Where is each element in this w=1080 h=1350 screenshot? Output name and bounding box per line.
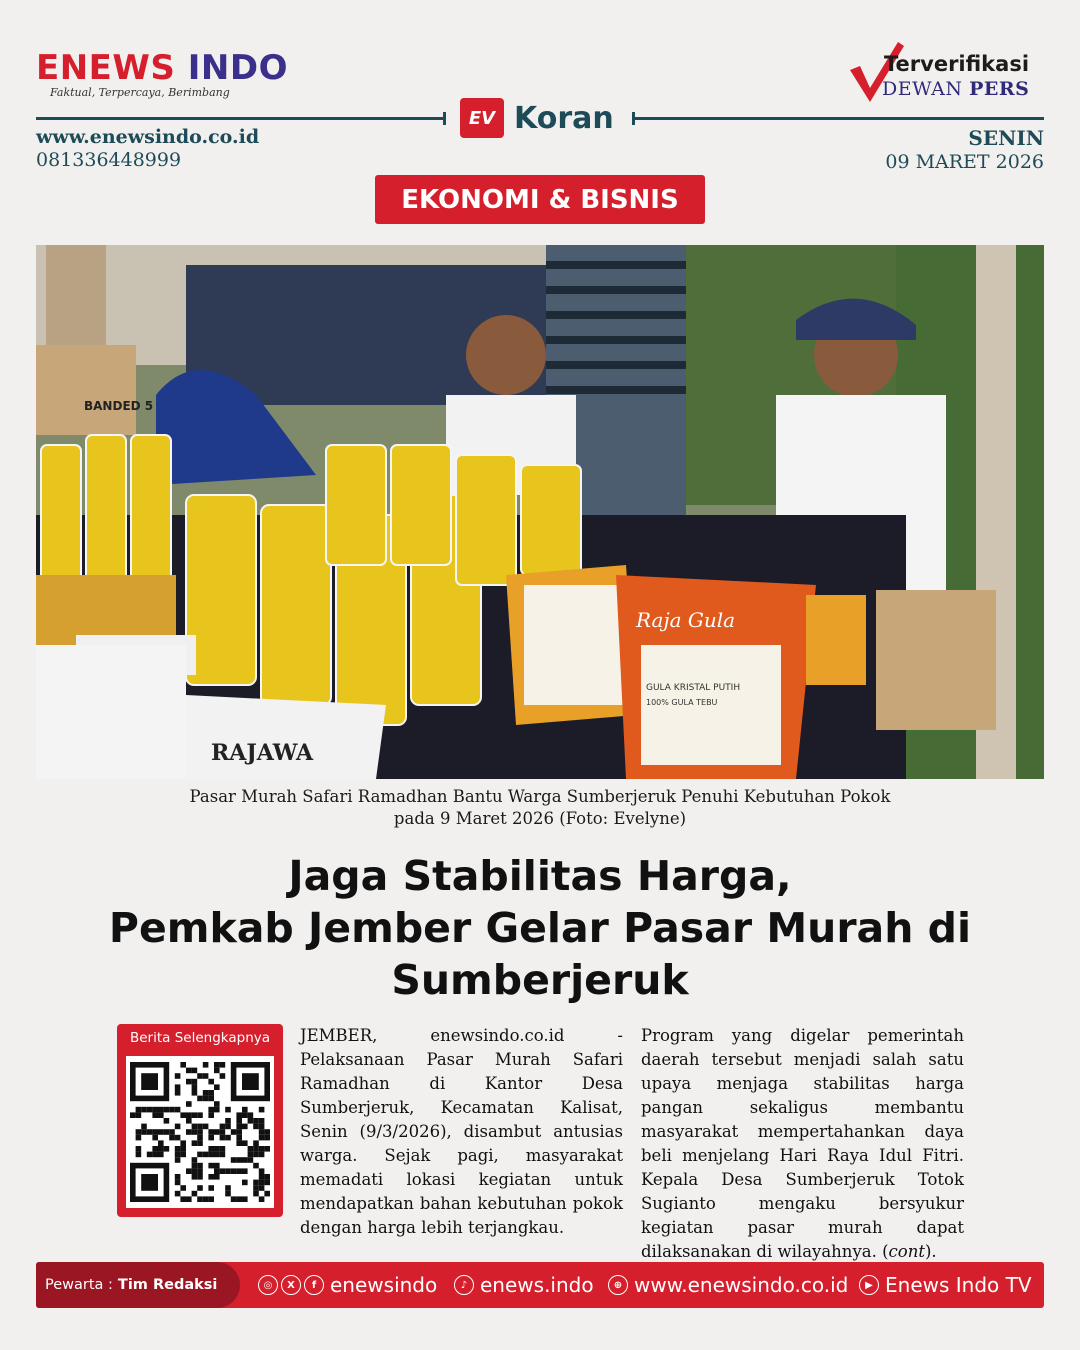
website-group[interactable] (608, 1262, 848, 1308)
tiktok-handle[interactable]: enews.indo (480, 1273, 594, 1297)
verified-dewan: DEWAN (882, 78, 963, 100)
reporter-name: Tim Redaksi (117, 1277, 218, 1293)
x-icon[interactable]: X (281, 1275, 301, 1295)
facebook-icon[interactable]: f (304, 1275, 324, 1295)
verified-pers: PERS (969, 78, 1030, 100)
contact-website[interactable]: www.enewsindo.co.id (36, 126, 260, 148)
news-photo-illustration (36, 245, 1044, 779)
koran-label: Koran (514, 100, 614, 136)
photo-sign-text: RAJAWA (211, 740, 314, 766)
date-day: SENIN (968, 126, 1044, 150)
tiktok-group[interactable] (454, 1262, 594, 1308)
tiktok-icon[interactable]: ♪ (454, 1275, 474, 1295)
headline (40, 850, 1040, 1006)
photo-box-text: BANDED 5 (84, 399, 154, 413)
brand-name-part2: INDO (187, 48, 288, 88)
photo-caption (100, 786, 980, 830)
photo-bag-label: GULA KRISTAL PUTIH (646, 683, 741, 693)
brand-logo (36, 48, 288, 88)
headline-line3: Sumberjeruk (391, 956, 689, 1004)
person-seated-face (466, 315, 546, 395)
headline-line1: Jaga Stabilitas Harga, (288, 852, 792, 900)
instagram-icon[interactable]: ◎ (258, 1275, 278, 1295)
koran-logo (460, 96, 614, 140)
verified-line2 (882, 78, 1029, 100)
article-column-2 (641, 1024, 964, 1264)
contact-block (36, 126, 259, 171)
date-full: 09 MARET 2026 (885, 151, 1044, 173)
qr-code-pattern (126, 1056, 274, 1208)
article-column-1: JEMBER, enewsindo.co.id - Pelaksanaan Pasar Murah Safari Ramadhan di Kantor Desa Sumberjeruk, Kecamatan Kalisat, Senin (9/3/2026), disambut antusias warga. Sejak pagi, masyarakat memadati lokasi kegiatan untuk mendapatkan bahan kebutuhan pokok dengan harga lebih terjangkau. (300, 1026, 623, 1237)
brand-block (36, 48, 288, 99)
social-handle[interactable]: enewsindo (330, 1273, 438, 1297)
footer-website[interactable]: www.enewsindo.co.id (634, 1273, 849, 1297)
news-photo (36, 245, 1044, 779)
youtube-icon[interactable]: ▶ (859, 1275, 879, 1295)
article-col2-text: Program yang digelar pemerintah daerah tersebut menjadi salah satu upaya menjaga stabilitas harga pangan sekaligus membantu masyarakat mempertahankan daya beli menjelang Hari Raya Idul Fitri. Kepala Desa Sumberjeruk Totok Sugianto mengaku bersyukur kegiatan pasar murah dapat dilaksanakan di wilayahnya. ( (641, 1026, 964, 1261)
qr-box[interactable] (117, 1024, 283, 1217)
reporter-label: Pewarta : (45, 1277, 113, 1293)
photo-bag-brand: Raja Gula (636, 608, 736, 632)
social-group[interactable] (258, 1262, 437, 1308)
verified-line1: Terverifikasi (884, 52, 1030, 76)
caption-line1: Pasar Murah Safari Ramadhan Bantu Warga Sumberjeruk Penuhi Kebutuhan Pokok (189, 787, 891, 806)
qr-code[interactable] (126, 1056, 274, 1208)
youtube-channel[interactable]: Enews Indo TV (885, 1273, 1032, 1297)
brand-name-part1: ENEWS (36, 48, 176, 88)
article-cont: cont (888, 1242, 925, 1261)
rajawali-sign (186, 695, 386, 779)
globe-icon[interactable]: ⊕ (608, 1275, 628, 1295)
brand-tagline: Faktual, Terpercaya, Berimbang (50, 86, 230, 99)
ev-badge-icon: EV (460, 98, 504, 138)
date-block (885, 126, 1044, 173)
reporter-tab (36, 1262, 240, 1308)
masthead-rule-right (632, 117, 1044, 120)
section-label: EKONOMI & BISNIS (375, 175, 705, 224)
cardboard-box (36, 345, 136, 435)
article-col2-end: ). (924, 1242, 937, 1261)
photo-bag-sub: 100% GULA TEBU (646, 698, 718, 707)
footer-bar (36, 1262, 1044, 1308)
contact-phone: 081336448999 (36, 149, 182, 171)
masthead-rule-left (36, 117, 446, 120)
qr-label: Berita Selengkapnya (129, 1030, 271, 1046)
headline-line2: Pemkab Jember Gelar Pasar Murah di (108, 904, 972, 952)
dewan-pers-badge (846, 40, 1046, 110)
youtube-group[interactable] (859, 1262, 1032, 1308)
caption-line2: pada 9 Maret 2026 (Foto: Evelyne) (393, 809, 687, 828)
